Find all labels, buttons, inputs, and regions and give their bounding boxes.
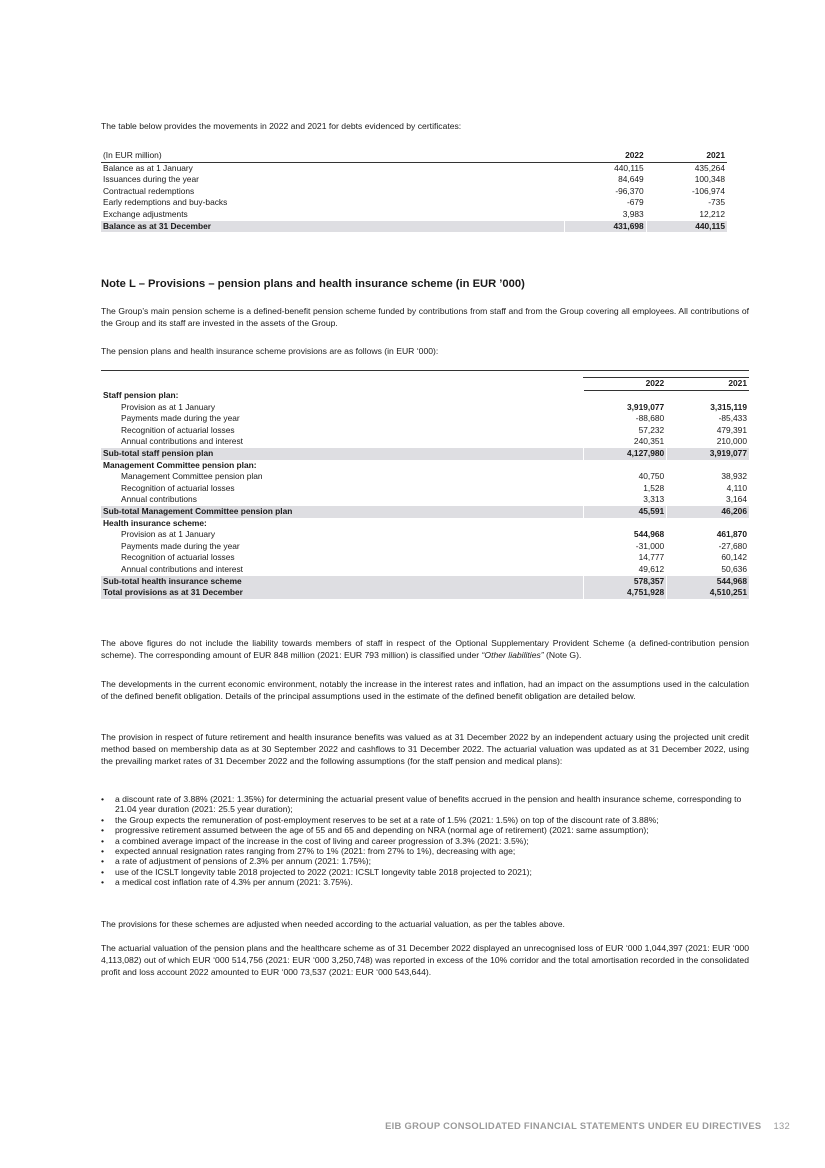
list-item: • progressive retirement assumed between the age of 55 and 65 and depending on NRA (normal age of retirement) (2021: same assumption); (115, 825, 763, 835)
table-row: Exchange adjustments 3,983 12,212 (103, 208, 725, 219)
group-title: Staff pension plan: (103, 390, 179, 401)
header-2022: 2022 (565, 150, 645, 162)
note-title: Note L – Provisions – pension plans and health insurance scheme (in EUR ’000) (101, 278, 525, 290)
list-item: • the Group expects the remuneration of post-employment reserves to be set at a rate of 1.5% (2021: 1.5%) on top of the discount rate of 3.88%; (115, 815, 763, 825)
table-header-row (101, 378, 749, 391)
footer-title: EIB GROUP CONSOLIDATED FINANCIAL STATEMENTS UNDER EU DIRECTIVES (385, 1120, 762, 1131)
table-row: Recognition of actuarial losses 1,528 4,110 (121, 482, 747, 493)
table-row: Issuances during the year 84,649 100,348 (103, 174, 725, 185)
total-row: Balance as at 31 December 431,698 440,115 (103, 220, 725, 231)
table-row: Annual contributions and interest 49,612 50,636 (121, 564, 747, 574)
table-row: Early redemptions and buy-backs -679 -735 (103, 197, 725, 208)
table-row: Recognition of actuarial losses 57,232 479,391 (121, 424, 747, 435)
table-row: Provision as at 1 January 3,919,077 3,315,119 (121, 401, 747, 412)
note-intro: The Group’s main pension scheme is a defined-benefit pension scheme funded by contributions from staff and from the Group covering all employees. All contributions of the Group and its staff are invested in the assets of the Group. (101, 306, 749, 329)
table-row: Annual contributions and interest 240,351 210,000 (121, 436, 747, 447)
debts-table (101, 150, 727, 232)
subtotal-row: Sub-total Management Committee pension plan 45,591 46,206 (103, 506, 747, 517)
debts-intro: The table below provides the movements in 2022 and 2021 for debts evidenced by certificates: (101, 121, 462, 131)
para-osps: The above figures do not include the liability towards members of staff in respect of the Optional Supplementary Provident Scheme (a defined-contribution pension scheme). The corresponding amount of EUR 848 million (2021: EUR 793 million) is classified under “Other liabilities” (Note G). (101, 638, 749, 661)
list-item: • a rate of adjustment of pensions of 2.3% per annum (2021: 1.75%); (115, 856, 763, 866)
table-row: Payments made during the year -31,000 -27,680 (121, 540, 747, 551)
table-row: Recognition of actuarial losses 14,777 60,142 (121, 552, 747, 563)
provisions-intro: The pension plans and health insurance scheme provisions are as follows (in EUR ‘000): (101, 346, 439, 356)
group-title: Health insurance scheme: (103, 517, 207, 528)
list-item: • a combined average impact of the increase in the cost of living and career progression of 3.3% (2021: 3.5%); (115, 836, 763, 846)
header-2022: 2022 (584, 378, 666, 391)
assumptions-list (101, 794, 763, 888)
table-row: Balance as at 1 January 440,115 435,264 (103, 162, 725, 173)
subtotal-row: Sub-total health insurance scheme 578,357 544,968 (103, 575, 747, 586)
group-title: Management Committee pension plan: (103, 459, 257, 470)
para-provision: The provision in respect of future retirement and health insurance benefits was valued as at 31 December 2022 by an independent actuary using the projected unit credit method based on membership data as at 30 September 2022 and cashflows to 31 December 2022. The actuarial valuation was updated as at 31 December 2022, using the prevailing market rates of 31 December 2022 and the following assumptions (for the staff pension and medical plans): (101, 732, 749, 767)
provisions-table (101, 370, 749, 599)
para-developments: The developments in the current economic environment, notably the increase in the interest rates and inflation, had an impact on the assumptions used in the calculation of the defined benefit obligation. Details of the principal assumptions used in the estimate of the defined benefit obligation are detailed below. (101, 679, 749, 702)
list-item: • a discount rate of 3.88% (2021: 1.35%) for determining the actuarial present value of benefits accrued in the pension and health insurance scheme, corresponding to 21.04 year duration (2021: 25.5 year duration); (115, 794, 763, 815)
list-item: • a medical cost inflation rate of 4.3% per annum (2021: 3.75%). (115, 877, 763, 887)
table-row: Provision as at 1 January 544,968 461,870 (121, 529, 747, 540)
table-top-rule (101, 371, 749, 378)
table-header-row (101, 150, 727, 162)
para-actuarial: The actuarial valuation of the pension plans and the healthcare scheme as of 31 December 2022 displayed an unrecognised loss of EUR ‘000 1,044,397 (2021: EUR ‘000 4,113,082) out of which EUR ‘000 514,756 (2021: EUR ‘000 3,250,748) was reported in excess of the 10% corridor and the total amortisation recorded in the consolidated profit and loss account 2022 amounted to EUR ‘000 73,537 (2021: EUR ‘000 543,644). (101, 943, 749, 978)
list-item: • expected annual resignation rates ranging from 27% to 1% (2021: from 27% to 1%), decreasing with age; (115, 846, 763, 856)
total-row: Total provisions as at 31 December 4,751,928 4,510,251 (103, 587, 747, 598)
table-row: Payments made during the year -88,680 -85,433 (121, 413, 747, 424)
table-row: Management Committee pension plan 40,750 38,932 (121, 471, 747, 482)
table-row: Contractual redemptions -96,370 -106,974 (103, 185, 725, 196)
header-2021: 2021 (667, 378, 749, 391)
subtotal-row: Sub-total staff pension plan 4,127,980 3,919,077 (103, 448, 747, 459)
page-footer (385, 1120, 790, 1131)
para-adjusted: The provisions for these schemes are adjusted when needed according to the actuarial valuation, as per the tables above. (101, 919, 565, 929)
page-number: 132 (773, 1120, 790, 1131)
header-2021: 2021 (647, 150, 727, 162)
list-item: • use of the ICSLT longevity table 2018 projected to 2022 (2021: ICSLT longevity table 2018 projected to 2021); (115, 867, 763, 877)
header-label: (In EUR million) (101, 150, 564, 162)
table-row: Annual contributions 3,313 3,164 (121, 494, 747, 505)
